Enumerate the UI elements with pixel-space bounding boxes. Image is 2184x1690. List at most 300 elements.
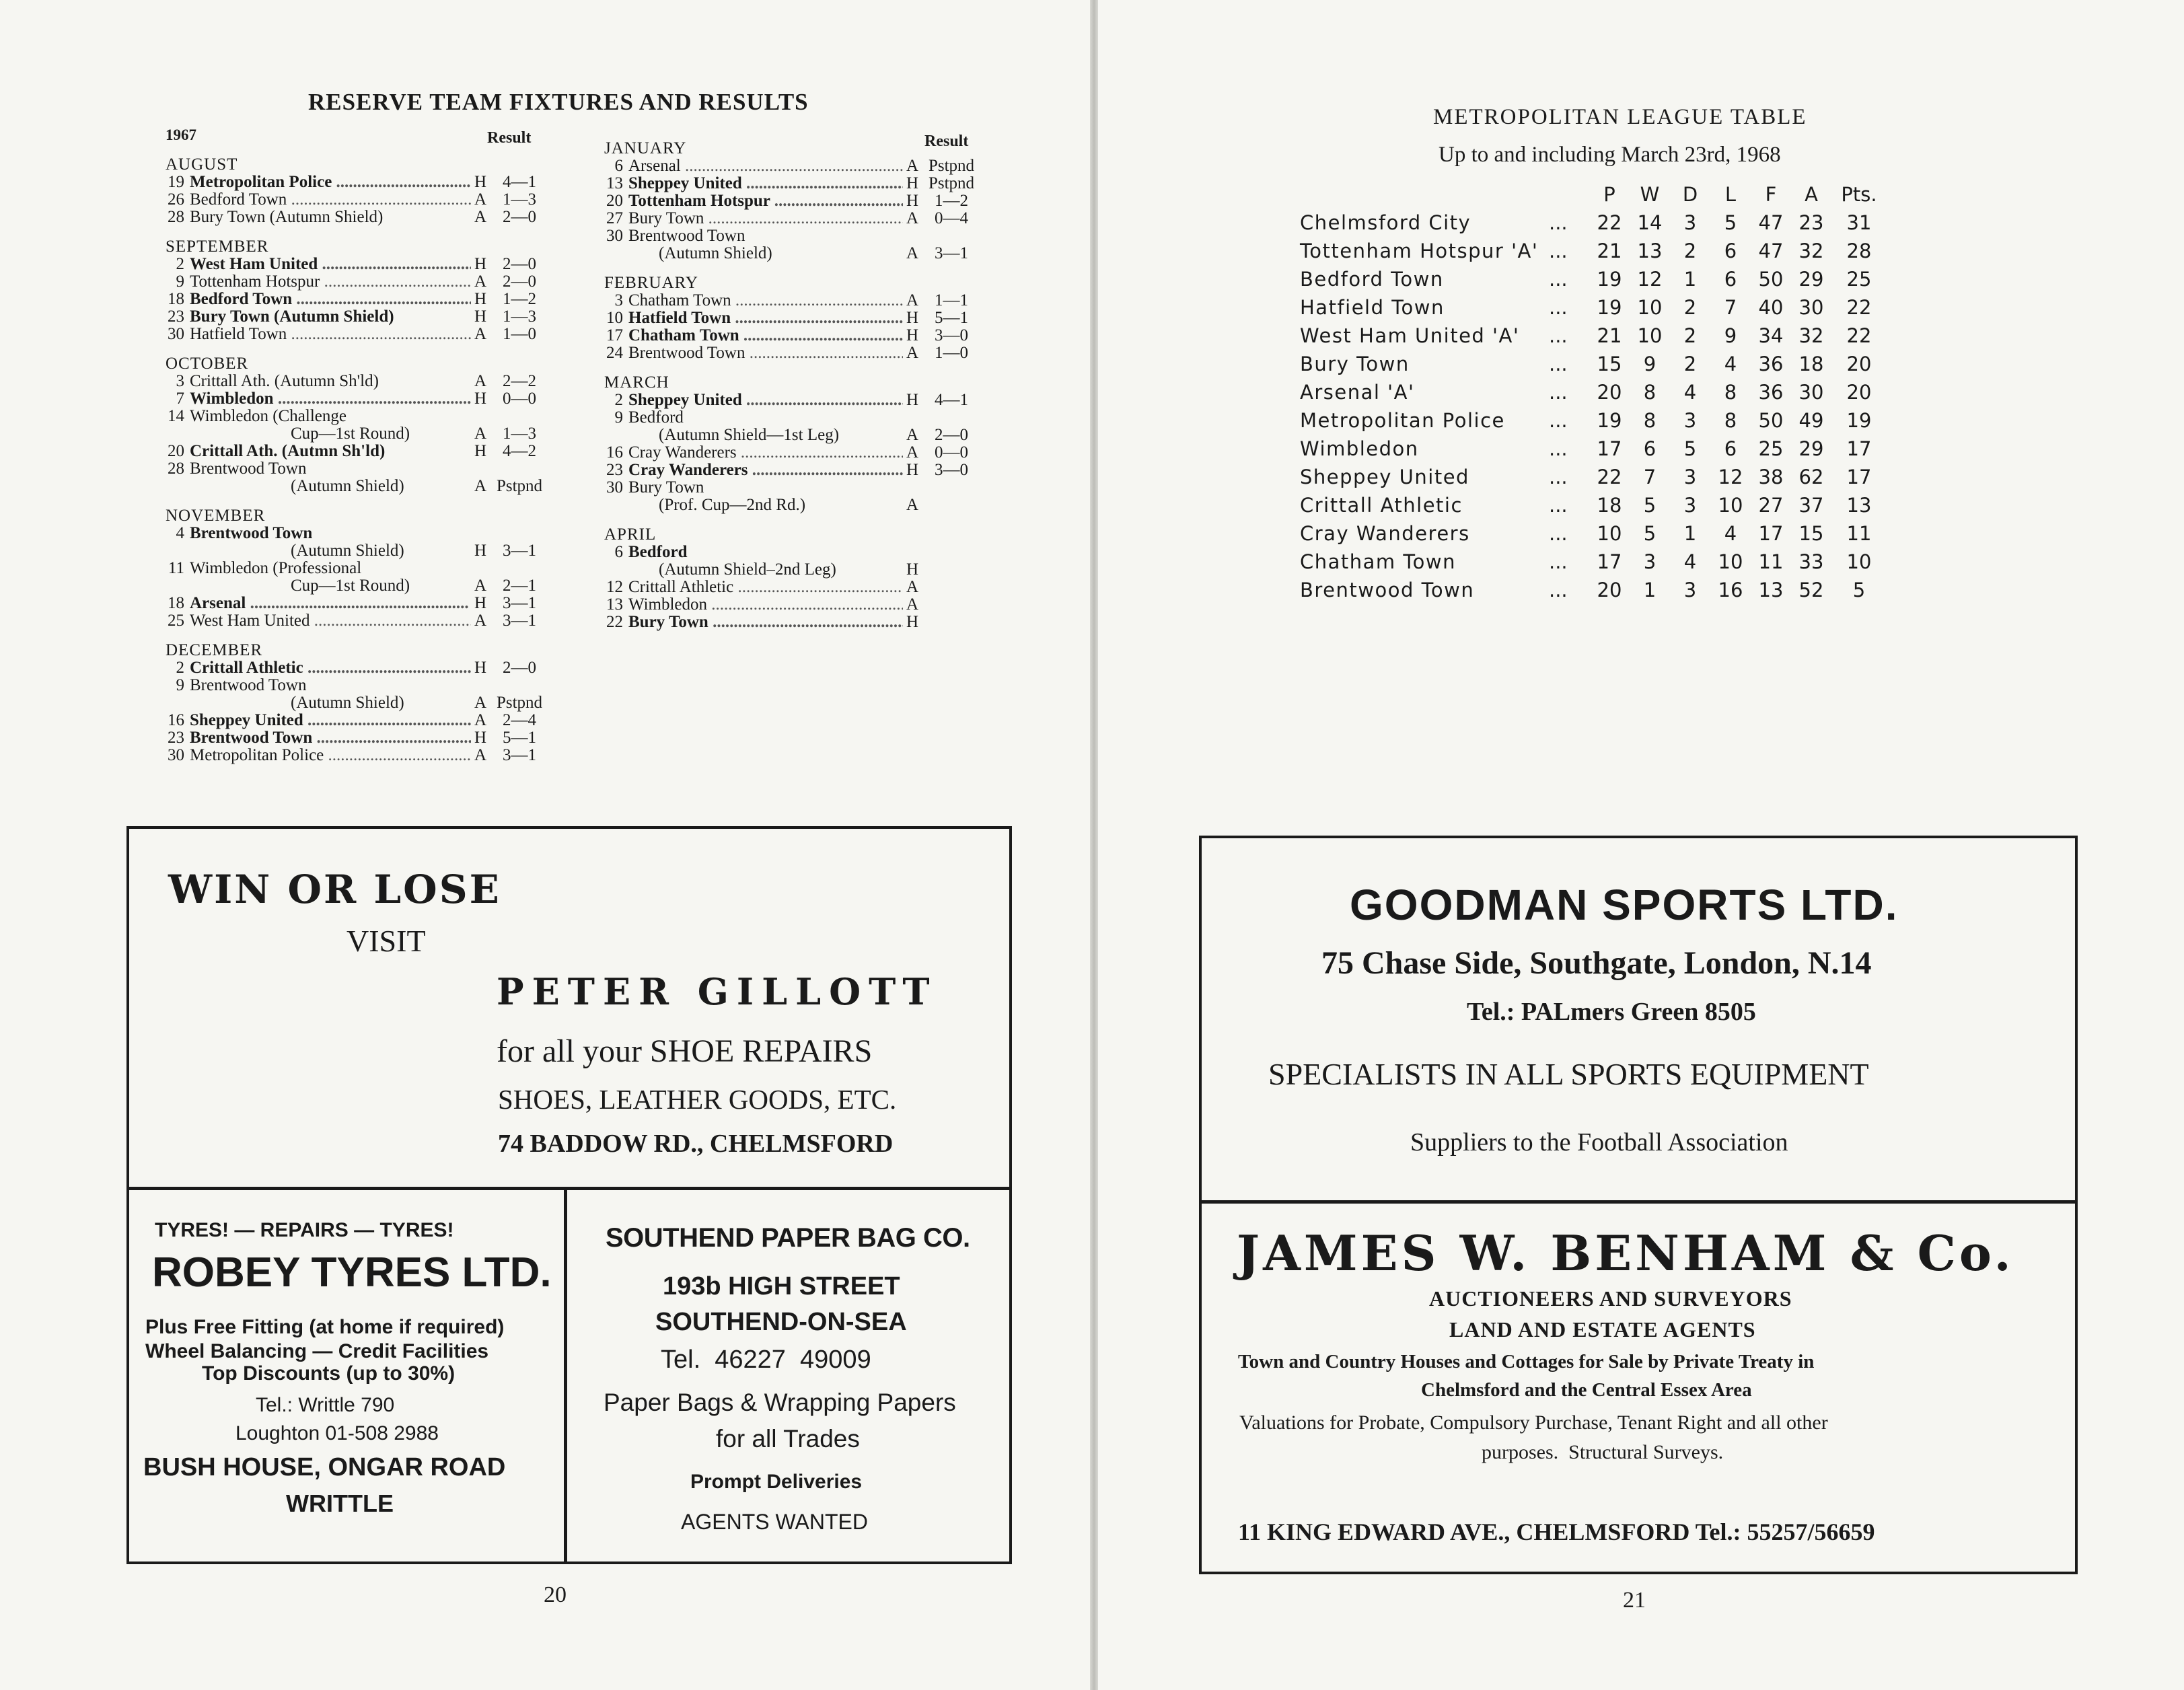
fixture-date: 30 [168, 746, 184, 764]
stat-for: 47 [1758, 240, 1784, 262]
fixture-row [604, 561, 981, 579]
page-gutter [1090, 0, 1098, 1690]
stat-drawn: 2 [1683, 324, 1697, 347]
team-dots: ... [1549, 466, 1568, 488]
stat-drawn: 4 [1683, 550, 1697, 573]
fixture-result: 3—0 [935, 326, 968, 344]
fixture-venue: A [906, 496, 919, 514]
goodman-name: GOODMAN SPORTS LTD. [1350, 881, 1899, 929]
robey-tel2: Loughton 01-508 2988 [235, 1422, 439, 1444]
gillott-headline: WIN OR LOSE [168, 867, 501, 912]
fixture-result: 0—4 [935, 209, 968, 227]
team-dots: ... [1549, 324, 1568, 347]
fixture-opponent: West Ham United ..... [190, 612, 471, 630]
fixture-row [166, 694, 549, 712]
stat-against: 32 [1798, 240, 1824, 262]
fixture-opponent: Cup—1st Round) [291, 425, 410, 443]
fixture-result: 2—4 [503, 711, 536, 729]
league-row [1300, 237, 1887, 265]
team-dots: ... [1549, 579, 1568, 601]
fixture-date: 6 [614, 157, 623, 175]
fixture-month-heading: DECEMBER [166, 641, 263, 659]
stat-played: 19 [1597, 409, 1622, 432]
fixture-row [166, 425, 549, 443]
stat-drawn: 1 [1683, 268, 1697, 291]
fixture-date: 30 [168, 325, 184, 343]
fixture-date: 13 [606, 595, 623, 614]
fixture-venue: A [474, 325, 487, 343]
fixture-opponent: (Autumn Shield) [291, 542, 404, 560]
ad-divider-vertical [564, 1187, 567, 1564]
southend-tel: Tel. 46227 49009 [661, 1346, 871, 1374]
fixture-row [604, 462, 981, 479]
robey-tel1: Tel.: Writtle 790 [256, 1394, 395, 1416]
team-dots: ... [1549, 353, 1568, 375]
stat-for: 27 [1758, 494, 1784, 517]
fixture-venue: H [474, 290, 487, 308]
fixture-venue: H [474, 594, 487, 612]
stat-against: 23 [1798, 211, 1824, 234]
fixture-row [604, 327, 981, 344]
stat-played: 15 [1597, 353, 1622, 375]
fixture-opponent: Bury Town ..... [628, 210, 903, 227]
stat-drawn: 3 [1683, 466, 1697, 488]
stat-for: 50 [1758, 268, 1784, 291]
stat-won: 5 [1643, 494, 1657, 517]
fixture-venue: H [474, 390, 487, 408]
fixture-opponent: (Autumn Shield—1st Leg) [659, 427, 840, 444]
fixture-opponent: Brentwood Town [190, 525, 313, 542]
goodman-specialists: SPECIALISTS IN ALL SPORTS EQUIPMENT [1268, 1057, 1869, 1091]
stat-lost: 16 [1718, 579, 1743, 601]
stat-lost: 10 [1718, 550, 1743, 573]
stat-points: 13 [1846, 494, 1872, 517]
fixture-opponent: Brentwood Town [628, 227, 745, 245]
league-column-header: D [1682, 183, 1698, 206]
gillott-name: PETER GILLOTT [497, 970, 938, 1013]
stat-drawn: 5 [1683, 437, 1697, 460]
fixture-date: 2 [176, 659, 184, 677]
league-row [1300, 491, 1887, 519]
stat-for: 34 [1758, 324, 1784, 347]
team-name: Chelmsford City [1300, 211, 1471, 234]
gillott-visit: VISIT [347, 924, 426, 958]
fixture-result: Pstpnd [928, 157, 975, 175]
stat-played: 21 [1597, 324, 1622, 347]
team-dots: ... [1549, 409, 1568, 432]
fixture-result: 1—3 [503, 307, 536, 326]
fixture-opponent: Wimbledon ..... [190, 390, 471, 408]
fixture-venue: A [906, 291, 919, 309]
fixture-opponent: Bury Town (Autumn Shield) [190, 209, 384, 226]
fixture-date: 18 [168, 290, 184, 308]
stat-points: 20 [1846, 381, 1872, 404]
fixture-row [604, 497, 981, 514]
stat-won: 12 [1637, 268, 1663, 291]
gillott-line1: for all your SHOE REPAIRS [497, 1033, 873, 1069]
fixture-result: 2—0 [503, 272, 536, 291]
fixture-result: 3—1 [503, 612, 536, 630]
stat-won: 10 [1637, 296, 1663, 319]
fixture-row [604, 579, 981, 596]
stat-lost: 5 [1724, 211, 1737, 234]
fixture-opponent: Brentwood Town [190, 677, 307, 694]
fixture-result: 3—0 [935, 461, 968, 479]
league-row [1300, 519, 1887, 548]
stat-played: 21 [1597, 240, 1622, 262]
fixture-venue: H [474, 173, 487, 191]
fixture-row [166, 174, 549, 191]
team-name: Arsenal 'A' [1300, 381, 1415, 404]
team-name: West Ham United 'A' [1300, 324, 1520, 347]
page-number-left: 20 [544, 1582, 567, 1607]
fixture-date: 17 [606, 326, 623, 344]
fixture-date: 25 [168, 612, 184, 630]
benham-address: 11 KING EDWARD AVE., CHELMSFORD Tel.: 55257/56659 [1238, 1518, 1875, 1545]
fixture-opponent: (Prof. Cup—2nd Rd.) [659, 497, 806, 514]
fixture-venue: H [474, 659, 487, 677]
fixture-row [166, 408, 549, 425]
fixture-result: 1—2 [935, 192, 968, 210]
fixture-opponent: Tottenham Hotspur ..... [190, 273, 471, 291]
fixture-opponent: Bury Town (Autumn Shield) [190, 308, 394, 326]
benham-line3: Town and Country Houses and Cottages for Sale by Private Treaty in [1238, 1351, 1815, 1372]
fixture-row [166, 542, 549, 560]
benham-line6: purposes. Structural Surveys. [1482, 1441, 1724, 1463]
robey-top: TYRES! — REPAIRS — TYRES! [155, 1219, 454, 1241]
fixture-venue: A [474, 372, 487, 390]
fixture-opponent: (Autumn Shield) [659, 245, 772, 262]
fixture-date: 24 [606, 344, 623, 362]
stat-played: 17 [1597, 437, 1622, 460]
fixture-date: 18 [168, 594, 184, 612]
team-name: Cray Wanderers [1300, 522, 1470, 545]
fixture-opponent: Wimbledon (Challenge [190, 408, 347, 425]
stat-won: 8 [1643, 409, 1657, 432]
fixture-date: 28 [168, 208, 184, 226]
fixture-row [166, 478, 549, 495]
fixture-row [166, 191, 549, 209]
fixture-venue: A [474, 190, 487, 209]
stat-for: 11 [1758, 550, 1784, 573]
fixture-date: 20 [606, 192, 623, 210]
robey-name: ROBEY TYRES LTD. [152, 1249, 552, 1296]
southend-line1: Paper Bags & Wrapping Papers [604, 1389, 956, 1416]
fixture-opponent: Crittall Athletic ..... [628, 579, 903, 596]
fixture-row [604, 427, 981, 444]
fixture-row [604, 157, 981, 175]
gillott-address: 74 BADDOW RD., CHELMSFORD [498, 1130, 894, 1158]
southend-line3: Prompt Deliveries [690, 1471, 863, 1493]
stat-drawn: 1 [1683, 522, 1697, 545]
stat-against: 29 [1798, 437, 1824, 460]
fixture-result: 3—1 [935, 244, 968, 262]
fixture-venue: A [474, 711, 487, 729]
stat-drawn: 3 [1683, 409, 1697, 432]
page-number-right: 21 [1623, 1588, 1646, 1613]
stat-lost: 10 [1718, 494, 1743, 517]
stat-for: 38 [1758, 466, 1784, 488]
league-row [1300, 209, 1887, 237]
stat-for: 36 [1758, 381, 1784, 404]
stat-drawn: 4 [1683, 381, 1697, 404]
fixture-date: 30 [606, 227, 623, 245]
stat-played: 22 [1597, 466, 1622, 488]
fixture-result: Pstpnd [928, 174, 975, 192]
robey-line1: Plus Free Fitting (at home if required) [145, 1316, 505, 1338]
fixture-result: 5—1 [503, 729, 536, 747]
fixture-opponent: Hatfield Town ..... [628, 309, 903, 327]
fixture-month-heading: JANUARY [604, 139, 687, 157]
league-row [1300, 463, 1887, 491]
ad-divider-horizontal [126, 1187, 1012, 1190]
fixture-row [166, 729, 549, 747]
fixture-opponent: Brentwood Town [190, 460, 307, 478]
stat-points: 17 [1846, 466, 1872, 488]
fixture-result: 2—0 [935, 426, 968, 444]
fixture-venue: H [906, 461, 919, 479]
stat-against: 49 [1798, 409, 1824, 432]
fixture-opponent: (Autumn Shield) [291, 694, 404, 712]
fixture-result: 2—2 [503, 372, 536, 390]
fixture-opponent: Cray Wanderers ..... [628, 444, 903, 462]
fixture-row [166, 612, 549, 630]
fixture-venue: A [474, 694, 487, 712]
fixture-venue: H [906, 560, 919, 579]
fixtures-title: RESERVE TEAM FIXTURES AND RESULTS [308, 89, 809, 115]
stat-lost: 12 [1718, 466, 1743, 488]
fixture-result: 2—0 [503, 255, 536, 273]
fixture-venue: H [906, 192, 919, 210]
team-name: Tottenham Hotspur 'A' [1300, 240, 1539, 262]
fixture-row [604, 192, 981, 210]
fixture-date: 20 [168, 442, 184, 460]
team-name: Bedford Town [1300, 268, 1444, 291]
fixture-venue: A [474, 746, 487, 764]
stat-against: 30 [1798, 296, 1824, 319]
fixture-opponent: Bedford Town ..... [190, 191, 471, 209]
fixture-date: 3 [614, 291, 623, 309]
fixture-venue: A [474, 208, 487, 226]
fixture-date: 23 [168, 307, 184, 326]
fixture-result: 1—3 [503, 190, 536, 209]
stat-played: 20 [1597, 381, 1622, 404]
fixture-result: 1—3 [503, 425, 536, 443]
stat-against: 52 [1798, 579, 1824, 601]
fixture-row [604, 309, 981, 327]
stat-points: 11 [1846, 522, 1872, 545]
fixture-month-heading: FEBRUARY [604, 274, 698, 292]
fixture-opponent: Bedford [628, 409, 684, 427]
fixture-venue: H [906, 326, 919, 344]
fixture-venue: A [906, 209, 919, 227]
fixture-opponent: Hatfield Town ..... [190, 326, 471, 343]
league-column-header: F [1765, 183, 1777, 206]
fixture-opponent: Crittall Ath. (Autmn Sh'ld) [190, 443, 386, 460]
fixture-opponent: Wimbledon (Professional [190, 560, 362, 577]
fixture-row [166, 560, 549, 577]
fixture-result: 4—2 [503, 442, 536, 460]
fixture-row [604, 479, 981, 497]
fixture-row [604, 175, 981, 192]
fixture-venue: A [906, 578, 919, 596]
stat-against: 32 [1798, 324, 1824, 347]
fixture-opponent: Chatham Town ..... [628, 292, 903, 309]
southend-addr2: SOUTHEND-ON-SEA [655, 1308, 907, 1336]
stat-points: 20 [1846, 353, 1872, 375]
league-column-header: A [1805, 183, 1818, 206]
benham-line1: AUCTIONEERS AND SURVEYORS [1429, 1286, 1792, 1311]
fixture-row [166, 256, 549, 273]
fixture-opponent: Chatham Town ..... [628, 327, 903, 344]
fixture-venue: H [474, 542, 487, 560]
fixture-row [166, 209, 549, 226]
fixture-venue: A [474, 272, 487, 291]
stat-drawn: 2 [1683, 353, 1697, 375]
fixture-opponent: Arsenal ..... [628, 157, 903, 175]
fixture-venue: H [474, 442, 487, 460]
fixture-result: 1—0 [503, 325, 536, 343]
fixture-date: 14 [168, 407, 184, 425]
stat-lost: 8 [1724, 409, 1737, 432]
fixture-date: 23 [168, 729, 184, 747]
fixture-venue: H [906, 309, 919, 327]
team-dots: ... [1549, 296, 1568, 319]
fixture-month-heading: OCTOBER [166, 355, 249, 373]
stat-against: 18 [1798, 353, 1824, 375]
fixture-opponent: (Autumn Shield–2nd Leg) [659, 561, 836, 579]
stat-won: 7 [1643, 466, 1657, 488]
stat-for: 40 [1758, 296, 1784, 319]
fixture-row [166, 712, 549, 729]
stat-drawn: 2 [1683, 296, 1697, 319]
southend-addr1: 193b HIGH STREET [663, 1272, 900, 1300]
team-dots: ... [1549, 437, 1568, 460]
league-row [1300, 322, 1887, 350]
stat-won: 13 [1637, 240, 1663, 262]
fixture-date: 12 [606, 578, 623, 596]
fixture-row [166, 390, 549, 408]
fixture-row [166, 577, 549, 595]
stat-played: 19 [1597, 268, 1622, 291]
fixture-date: 10 [606, 309, 623, 327]
league-table [1300, 180, 1887, 604]
fixture-month-heading: NOVEMBER [166, 507, 266, 525]
league-row [1300, 406, 1887, 435]
fixture-date: 19 [168, 173, 184, 191]
team-dots: ... [1549, 268, 1568, 291]
fixture-venue: H [906, 174, 919, 192]
stat-lost: 7 [1724, 296, 1737, 319]
fixture-date: 13 [606, 174, 623, 192]
stat-played: 17 [1597, 550, 1622, 573]
fixture-result: 5—1 [935, 309, 968, 327]
fixture-row [166, 308, 549, 326]
fixture-venue: A [474, 577, 487, 595]
league-row [1300, 435, 1887, 463]
fixture-row [166, 659, 549, 677]
benham-line5: Valuations for Probate, Compulsory Purchase, Tenant Right and all other [1239, 1411, 1828, 1434]
league-column-header: W [1640, 183, 1660, 206]
benham-line4: Chelmsford and the Central Essex Area [1421, 1379, 1752, 1401]
fixture-opponent: Cup—1st Round) [291, 577, 410, 595]
stat-for: 17 [1758, 522, 1784, 545]
league-column-header: Pts. [1841, 183, 1877, 206]
fixture-venue: A [906, 344, 919, 362]
benham-line2: LAND AND ESTATE AGENTS [1449, 1317, 1756, 1342]
stat-for: 25 [1758, 437, 1784, 460]
fixture-result: 0—0 [503, 390, 536, 408]
fixture-venue: A [906, 443, 919, 462]
fixture-opponent: Crittall Ath. (Autumn Sh'ld) [190, 373, 379, 390]
team-dots: ... [1549, 550, 1568, 573]
stat-points: 25 [1846, 268, 1872, 291]
stat-won: 8 [1643, 381, 1657, 404]
stat-played: 19 [1597, 296, 1622, 319]
result-header-col1: Result [487, 129, 532, 147]
robey-addr1: BUSH HOUSE, ONGAR ROAD [143, 1453, 506, 1481]
fixture-venue: A [474, 425, 487, 443]
fixture-opponent: Bury Town [628, 479, 704, 497]
fixture-row [604, 409, 981, 427]
league-row [1300, 350, 1887, 378]
fixtures-year: 1967 [166, 126, 196, 143]
stat-points: 28 [1846, 240, 1872, 262]
fixture-row [604, 596, 981, 614]
stat-lost: 6 [1724, 268, 1737, 291]
fixture-date: 9 [176, 272, 184, 291]
southend-line2: for all Trades [716, 1425, 860, 1453]
fixture-opponent: West Ham United ..... [190, 256, 471, 273]
fixture-venue: H [474, 729, 487, 747]
stat-against: 62 [1798, 466, 1824, 488]
fixture-month-heading: MARCH [604, 373, 669, 392]
team-dots: ... [1549, 494, 1568, 517]
stat-drawn: 3 [1683, 494, 1697, 517]
stat-against: 15 [1798, 522, 1824, 545]
team-name: Sheppey United [1300, 466, 1469, 488]
fixture-venue: A [474, 612, 487, 630]
fixture-venue: H [474, 255, 487, 273]
stat-for: 36 [1758, 353, 1784, 375]
robey-addr2: WRITTLE [286, 1490, 394, 1517]
fixtures-column-2 [604, 139, 981, 631]
fixture-opponent: Sheppey United ..... [190, 712, 471, 729]
fixture-date: 16 [168, 711, 184, 729]
team-name: Bury Town [1300, 353, 1410, 375]
fixture-month-heading: AUGUST [166, 155, 238, 174]
stat-played: 18 [1597, 494, 1622, 517]
goodman-address: 75 Chase Side, Southgate, London, N.14 [1321, 945, 1872, 981]
fixture-date: 27 [606, 209, 623, 227]
stat-for: 13 [1758, 579, 1784, 601]
fixture-row [604, 292, 981, 309]
team-name: Hatfield Town [1300, 296, 1445, 319]
stat-against: 33 [1798, 550, 1824, 573]
team-name: Wimbledon [1300, 437, 1419, 460]
league-column-header: P [1603, 183, 1615, 206]
result-header-col2: Result [924, 133, 969, 150]
team-name: Metropolitan Police [1300, 409, 1505, 432]
fixture-venue: A [906, 595, 919, 614]
fixture-date: 4 [176, 524, 184, 542]
goodman-suppliers: Suppliers to the Football Association [1410, 1128, 1788, 1156]
team-dots: ... [1549, 240, 1568, 262]
fixture-opponent: Tottenham Hotspur ..... [628, 192, 903, 210]
stat-won: 5 [1643, 522, 1657, 545]
fixture-venue: H [474, 307, 487, 326]
stat-points: 31 [1846, 211, 1872, 234]
